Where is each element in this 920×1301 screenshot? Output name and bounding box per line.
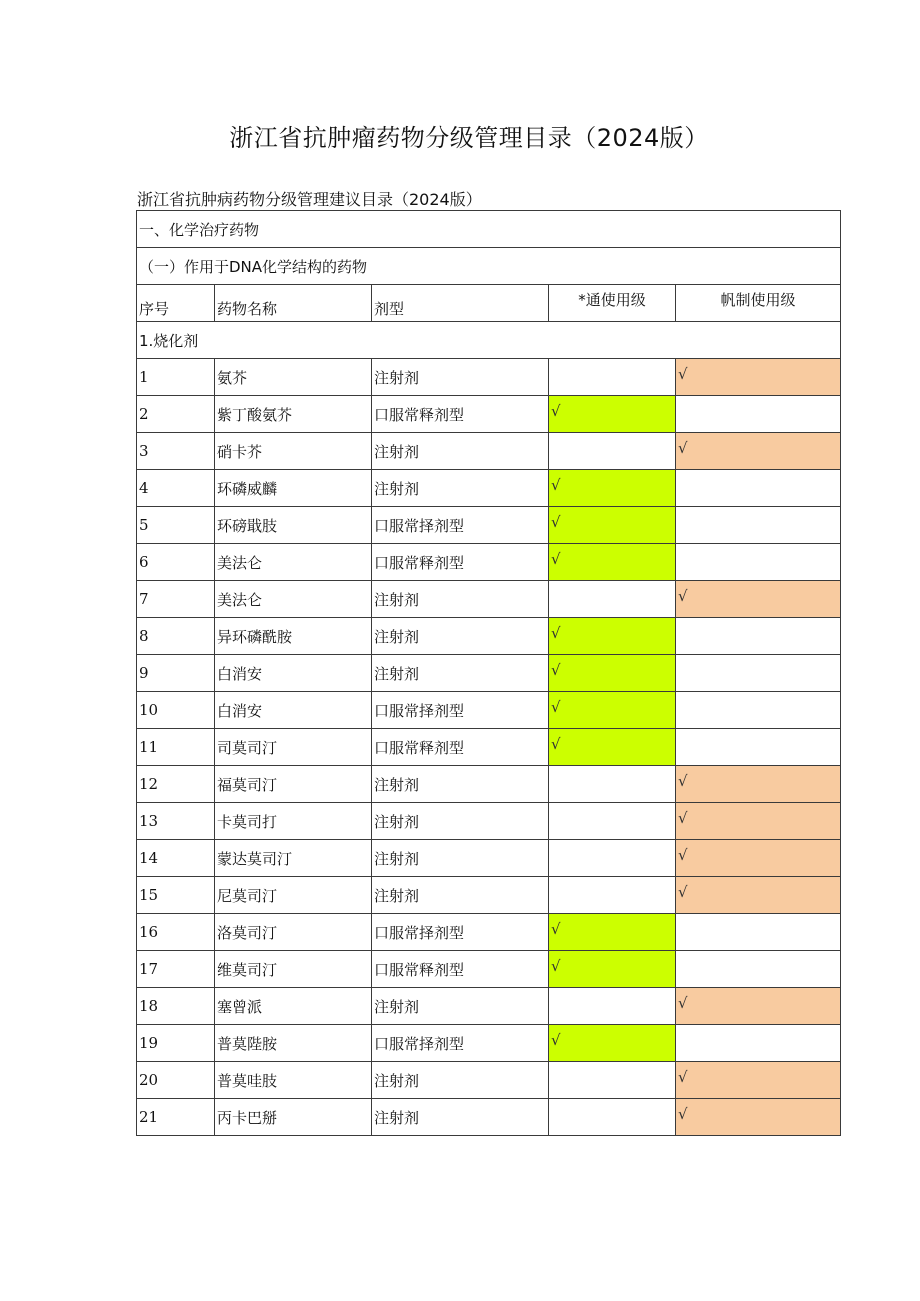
cell-dosage-form: 注射剂 [372,581,549,618]
cell-drug-name: 福莫司汀 [215,766,372,803]
cell-general-level [549,692,676,729]
cell-no: 6 [137,544,215,581]
cell-drug-name: 白消安 [215,655,372,692]
cell-no: 19 [137,1025,215,1062]
cell-general-level [549,618,676,655]
cell-no: 18 [137,988,215,1025]
subsection-row [137,248,841,285]
cell-restricted-level [676,507,841,544]
cell-drug-name: 紫丁酸氨芥 [215,396,372,433]
check-mark-icon: √ [551,550,561,568]
cell-restricted-level [676,1025,841,1062]
header-general-level: *通使用级 [549,285,676,322]
cell-dosage-form: 口服常释剂型 [372,544,549,581]
cell-restricted-level [676,914,841,951]
cell-drug-name: 硝卡芥 [215,433,372,470]
cell-general-level [549,729,676,766]
cell-general-level [549,1025,676,1062]
cell-restricted-level [676,877,841,914]
cell-drug-name: 丙卡巴掰 [215,1099,372,1136]
cell-no: 8 [137,618,215,655]
cell-drug-name: 卡莫司打 [215,803,372,840]
cell-no: 21 [137,1099,215,1136]
cell-restricted-level [676,692,841,729]
cell-general-level [549,655,676,692]
cell-drug-name: 氨芥 [215,359,372,396]
cell-general-level [549,507,676,544]
cell-no: 9 [137,655,215,692]
check-mark-icon: √ [678,846,688,864]
cell-no: 5 [137,507,215,544]
cell-no: 4 [137,470,215,507]
cell-dosage-form: 注射剂 [372,470,549,507]
check-mark-icon: √ [551,513,561,531]
cell-restricted-level [676,544,841,581]
cell-dosage-form: 注射剂 [372,618,549,655]
check-mark-icon: √ [678,994,688,1012]
cell-general-level [549,803,676,840]
cell-dosage-form: 口服常择剂型 [372,914,549,951]
cell-restricted-level [676,840,841,877]
cell-dosage-form: 注射剂 [372,1062,549,1099]
cell-drug-name: 白消安 [215,692,372,729]
section-heading: 一、化学治疗药物 [137,211,841,248]
check-mark-icon: √ [551,735,561,753]
cell-dosage-form: 注射剂 [372,803,549,840]
drug-classification-table [136,210,841,1136]
table-row [137,396,841,433]
cell-restricted-level [676,581,841,618]
table-row [137,507,841,544]
category-heading: 1.烧化剂 [137,322,841,359]
cell-dosage-form: 注射剂 [372,1099,549,1136]
table-row [137,581,841,618]
check-mark-icon: √ [678,365,688,383]
header-form: 剂型 [372,285,549,322]
check-mark-icon: √ [551,698,561,716]
cell-no: 11 [137,729,215,766]
cell-no: 1 [137,359,215,396]
cell-dosage-form: 口服常择剂型 [372,507,549,544]
table-row [137,692,841,729]
cell-no: 15 [137,877,215,914]
table-row [137,766,841,803]
cell-no: 7 [137,581,215,618]
cell-restricted-level [676,359,841,396]
cell-drug-name: 异环磷酰胺 [215,618,372,655]
cell-general-level [549,877,676,914]
cell-dosage-form: 注射剂 [372,359,549,396]
cell-drug-name: 美法仑 [215,544,372,581]
category-row [137,322,841,359]
cell-dosage-form: 口服常择剂型 [372,1025,549,1062]
check-mark-icon: √ [551,957,561,975]
cell-dosage-form: 口服常释剂型 [372,729,549,766]
cell-dosage-form: 口服常择剂型 [372,692,549,729]
check-mark-icon: √ [551,476,561,494]
cell-restricted-level [676,470,841,507]
check-mark-icon: √ [678,439,688,457]
cell-no: 16 [137,914,215,951]
cell-drug-name: 塞曾派 [215,988,372,1025]
cell-no: 17 [137,951,215,988]
cell-dosage-form: 注射剂 [372,655,549,692]
table-row [137,729,841,766]
table-row [137,618,841,655]
header-no: 序号 [137,285,215,322]
table-row [137,470,841,507]
cell-no: 14 [137,840,215,877]
cell-general-level [549,544,676,581]
cell-general-level [549,914,676,951]
cell-dosage-form: 注射剂 [372,877,549,914]
cell-dosage-form: 注射剂 [372,840,549,877]
cell-drug-name: 环磷威麟 [215,470,372,507]
cell-restricted-level [676,396,841,433]
cell-general-level [549,396,676,433]
check-mark-icon: √ [551,661,561,679]
check-mark-icon: √ [678,809,688,827]
cell-restricted-level [676,803,841,840]
cell-general-level [549,1062,676,1099]
table-row [137,914,841,951]
cell-drug-name: 蒙达莫司汀 [215,840,372,877]
cell-drug-name: 尼莫司汀 [215,877,372,914]
table-row [137,544,841,581]
check-mark-icon: √ [551,920,561,938]
table-row [137,877,841,914]
cell-general-level [549,433,676,470]
cell-dosage-form: 口服常释剂型 [372,951,549,988]
cell-restricted-level [676,655,841,692]
table-row [137,1062,841,1099]
cell-dosage-form: 注射剂 [372,766,549,803]
cell-restricted-level [676,988,841,1025]
table-row [137,803,841,840]
cell-drug-name: 普莫哇肢 [215,1062,372,1099]
cell-general-level [549,1099,676,1136]
document-subtitle: 浙江省抗肿病药物分级管理建议目录（2024版） [137,190,482,209]
cell-general-level [549,359,676,396]
cell-general-level [549,840,676,877]
table-row [137,840,841,877]
cell-general-level [549,581,676,618]
cell-restricted-level [676,766,841,803]
cell-no: 13 [137,803,215,840]
table-row [137,1099,841,1136]
cell-restricted-level [676,618,841,655]
cell-drug-name: 环磅戢肢 [215,507,372,544]
cell-restricted-level [676,433,841,470]
cell-restricted-level [676,1062,841,1099]
cell-drug-name: 普莫陛胺 [215,1025,372,1062]
table-header-row [137,285,841,322]
cell-no: 10 [137,692,215,729]
document-title: 浙江省抗肿瘤药物分级管理目录（2024版） [229,124,709,152]
cell-drug-name: 洛莫司汀 [215,914,372,951]
subsection-heading: （一）作用于DNA化学结构的药物 [137,248,841,285]
section-row [137,211,841,248]
check-mark-icon: √ [551,402,561,420]
check-mark-icon: √ [678,883,688,901]
cell-no: 20 [137,1062,215,1099]
table-row [137,988,841,1025]
check-mark-icon: √ [551,1031,561,1049]
table-row [137,655,841,692]
table-row [137,359,841,396]
table-row [137,433,841,470]
cell-no: 12 [137,766,215,803]
check-mark-icon: √ [678,1068,688,1086]
cell-dosage-form: 注射剂 [372,988,549,1025]
cell-restricted-level [676,729,841,766]
table-row [137,1025,841,1062]
cell-general-level [549,470,676,507]
cell-general-level [549,988,676,1025]
check-mark-icon: √ [551,624,561,642]
cell-no: 3 [137,433,215,470]
cell-drug-name: 美法仑 [215,581,372,618]
check-mark-icon: √ [678,772,688,790]
cell-restricted-level [676,1099,841,1136]
cell-general-level [549,951,676,988]
header-restricted-level: 帆制使用级 [676,285,841,322]
cell-dosage-form: 口服常释剂型 [372,396,549,433]
check-mark-icon: √ [678,1105,688,1123]
check-mark-icon: √ [678,587,688,605]
header-name: 药物名称 [215,285,372,322]
cell-general-level [549,766,676,803]
cell-restricted-level [676,951,841,988]
cell-no: 2 [137,396,215,433]
cell-drug-name: 司莫司汀 [215,729,372,766]
cell-dosage-form: 注射剂 [372,433,549,470]
table-row [137,951,841,988]
cell-drug-name: 维莫司汀 [215,951,372,988]
